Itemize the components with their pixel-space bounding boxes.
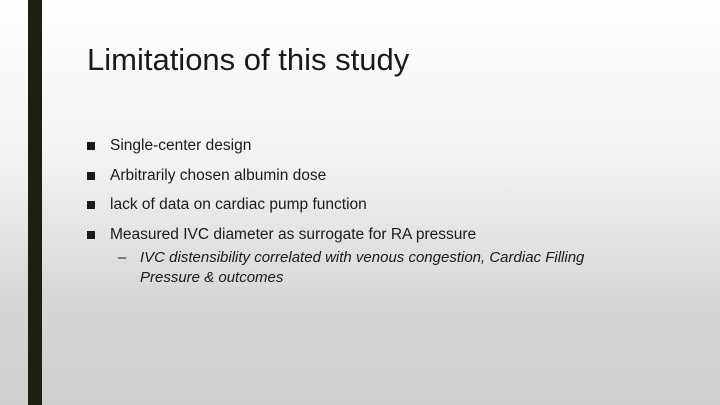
- dash-bullet-icon: –: [118, 249, 127, 266]
- slide-title: Limitations of this study: [87, 42, 410, 77]
- bullet-text: Measured IVC diameter as surrogate for RA pressure: [110, 225, 477, 243]
- bullet-item: [87, 195, 687, 215]
- sub-bullet-group: [87, 248, 687, 287]
- bullet-text: lack of data on cardiac pump function: [110, 196, 367, 213]
- square-bullet-icon: [87, 201, 95, 209]
- square-bullet-icon: [87, 142, 95, 150]
- sub-bullet-item: [87, 248, 610, 287]
- bullet-text: Arbitrarily chosen albumin dose: [110, 166, 327, 184]
- bullet-item: [87, 166, 687, 186]
- bullet-list: [87, 136, 687, 287]
- bullet-item: [87, 136, 687, 156]
- slide-accent-bar: [28, 0, 42, 405]
- sub-bullet-text: IVC distensibility correlated with venous congestion, Cardiac Filling Pressure & outcomes: [140, 249, 585, 286]
- square-bullet-icon: [87, 231, 95, 239]
- bullet-text: Single-center design: [110, 137, 252, 154]
- square-bullet-icon: [87, 172, 95, 180]
- bullet-item: [87, 225, 687, 245]
- sub-bullet-list: [87, 248, 687, 287]
